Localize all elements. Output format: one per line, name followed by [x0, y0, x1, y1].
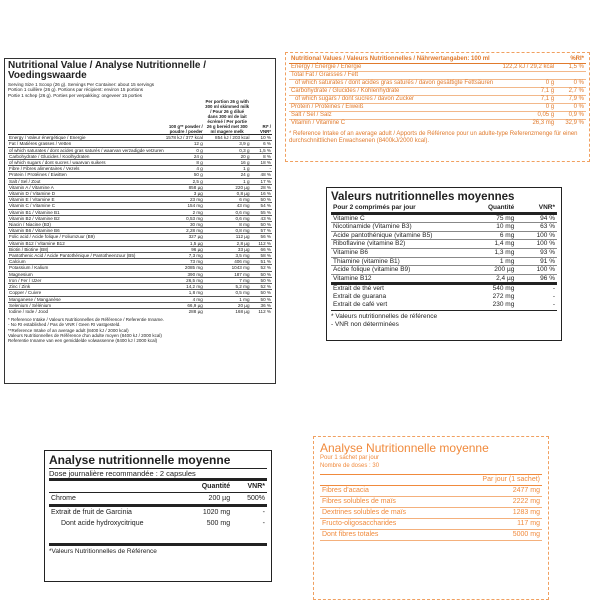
- nutrient-name: Energy / Valeur énergétique / Energie: [8, 135, 165, 141]
- extract-name: Extrait de thé vert: [331, 284, 471, 293]
- value-per-portion: 24 g: [204, 172, 251, 178]
- nutrition-table-protein-shake: [4, 58, 276, 384]
- ri-percent: 52 %: [251, 284, 272, 290]
- value-per-100g: 12 g: [165, 141, 204, 147]
- nutrient-name: Folic acid / Acide folique / Foliumzuur (B9): [8, 234, 165, 240]
- footnote: **Reference Intake of an average adult (8400 kJ / 2000 kcal): [8, 327, 129, 333]
- quantity: 1,4 mg: [471, 240, 516, 249]
- extract-rows: [331, 284, 557, 308]
- nutrient-name: Acide folique (vitamine B9): [331, 266, 471, 275]
- table-row: [331, 240, 557, 249]
- nutrient-name: Iodine / Iode / Jood: [8, 308, 165, 314]
- nutrition-rows: [8, 135, 272, 314]
- value-per-portion: 1 g: [204, 166, 251, 172]
- quantity: 2222 mg: [453, 497, 542, 508]
- value-per-100g: 858 µg: [165, 184, 204, 190]
- nutrient-name: Biotin / Biotine (B8): [8, 246, 165, 252]
- footnote: Referentie Inname van een gemiddelde volwassenne (8400 kJ / 2000 kcal): [8, 337, 158, 343]
- value-per-100g: 23 mg: [165, 197, 204, 203]
- quantity: 200 µg: [175, 493, 232, 506]
- ri-percent: 66 %: [251, 246, 272, 252]
- table-row: [289, 88, 586, 96]
- ri-percent: 1,5 %: [556, 64, 586, 72]
- nutrition-table: [331, 204, 557, 308]
- ri-percent: 51 %: [251, 259, 272, 265]
- nutrient-name: of which saturates / dont acides gras saturés / waarvan verzadigde vetzuren: [9, 147, 164, 153]
- quantity: 1 mg: [471, 257, 516, 266]
- reference-note: * Reference Intake of an average adult / Apports de Référence pour un adulte-type Referenzmenge für einen durchschnittlichen Erwachsenen (8400kJ/2000 kcal).: [289, 131, 578, 144]
- nutrition-table: [49, 481, 267, 529]
- ingredient-name: Dont fibres totales: [320, 530, 453, 541]
- vnr-percent: 500%: [232, 493, 267, 506]
- vnr-percent: 91 %: [516, 257, 557, 266]
- value-per-100g: 0,53 mg: [165, 215, 204, 221]
- table-row: [289, 64, 586, 72]
- ri-percent: 8 %: [251, 153, 272, 159]
- table-row: [289, 72, 586, 80]
- vnr-percent: -: [552, 300, 555, 308]
- nutrient-name: Vitamin B2 / Vitamine B2: [8, 215, 165, 221]
- vnr-percent: -: [516, 284, 557, 293]
- column-header: RI* / VNR*: [251, 99, 272, 135]
- table-row: [49, 506, 267, 519]
- nutrition-rows: [289, 64, 586, 128]
- ri-percent: 55 %: [251, 209, 272, 215]
- extract-name: Extrait de guarana: [333, 292, 387, 300]
- value-per-100g: 3 µg: [165, 191, 204, 197]
- value-per-portion: 20 g: [204, 153, 251, 159]
- vnr-percent: 63 %: [516, 223, 557, 232]
- nutrient-name: Nicotinamide (Vitamine B3): [331, 223, 471, 232]
- ri-percent: 54 %: [251, 203, 272, 209]
- nutrient-name: Riboflavine (vitamine B2): [331, 240, 471, 249]
- nutrient-name: Salt / Sel / Zout: [8, 178, 165, 184]
- table-row: [320, 530, 542, 541]
- ri-percent: 48 %: [251, 172, 272, 178]
- nutrient-name: Iron / Fer / IJzer: [8, 277, 165, 283]
- nutrient-name: Thiamine (vitamine B1): [331, 257, 471, 266]
- serving-line: Serving Size 1 Scoop (26 g). Servings Per Container: about 15 servings: [8, 82, 155, 87]
- value-per-100g: 2085 mg: [165, 265, 204, 271]
- column-header: Par jour (1 sachet): [453, 475, 542, 486]
- nutrient-name: Acide pantothénique (vitamine B5): [331, 231, 471, 240]
- footnote: *Valeurs Nutritionnelles de Référence: [49, 543, 267, 555]
- value-per-100g: 26,5 mg: [165, 277, 204, 283]
- value-per-portion: 7 mg: [204, 277, 251, 283]
- ri-percent: 10 %: [251, 135, 272, 141]
- ri-percent: 112 %: [251, 240, 272, 246]
- quantity: 6 mg: [471, 231, 516, 240]
- ingredient-name: Fructo-oligosaccharides: [320, 519, 453, 530]
- column-header: Per portion 26 g with 300 ml skimmed milk / Pour 26 g dilué dans 300 ml de lait écrémé / Per portie 26 g bereid met 300 ml magere melk: [205, 99, 250, 135]
- nutrient-name: Vitamin B6 / Vitamine B6: [8, 228, 165, 234]
- ri-percent: 6 %: [251, 141, 272, 147]
- ri-percent: 58 %: [251, 253, 272, 259]
- footnotes: [8, 317, 272, 343]
- value-per-100g: 288 µg: [165, 308, 204, 314]
- table-row: [49, 518, 267, 529]
- value-per-100g: 50 g: [165, 172, 204, 178]
- nutrient-name: Vitamin B12 / Vitamine B12: [8, 240, 165, 246]
- nutrition-table-sachet: [313, 436, 549, 600]
- value-per-100g: 2,5 g: [165, 178, 204, 184]
- vnr-percent: -: [552, 292, 555, 300]
- ri-percent: 32,9 %: [556, 120, 586, 128]
- panel-title: Valeurs nutritionnelles moyennes: [331, 191, 515, 203]
- value-per-100g: 8 g: [165, 160, 204, 166]
- column-header: VNR*: [232, 481, 267, 493]
- serving-info: [8, 82, 272, 98]
- value-per-portion: 2,8 µg: [204, 240, 251, 246]
- ri-percent: 50 %: [251, 271, 272, 277]
- value-per-portion: 112 µg: [204, 234, 251, 240]
- ingredient-name: Extrait de fruit de Garcinia: [51, 509, 132, 516]
- quantity: 230 mg: [492, 300, 515, 308]
- ri-percent: 2,7 %: [556, 88, 586, 96]
- value-per-100g: 14,2 mg: [165, 284, 204, 290]
- value-per-100g: 66,9 µg: [165, 302, 204, 308]
- ingredient-name: Dextrines solubles de maïs: [320, 508, 453, 519]
- value-per-portion: 3,9 g: [204, 141, 251, 147]
- quantity: 1,3 mg: [471, 248, 516, 257]
- panel-title: Nutritional Value / Analyse Nutritionnelle / Voedingswaarde: [8, 60, 206, 81]
- dose-count: Nombre de doses : 30: [320, 462, 380, 469]
- nutrient-name: Potassium / Kalium: [8, 265, 165, 271]
- table-row: [331, 274, 557, 284]
- quantity: 1283 mg: [453, 508, 542, 519]
- table-row: [320, 508, 542, 519]
- panel-title: Analyse nutritionnelle moyenne: [49, 454, 267, 469]
- value-per-portion: 168 µg: [204, 308, 251, 314]
- value-per-portion: 43 mg: [204, 203, 251, 209]
- table-row: [289, 112, 586, 120]
- table-row: [331, 231, 557, 240]
- value-per-100g: 154 mg: [165, 203, 204, 209]
- ingredient-name: Chrome: [49, 493, 175, 506]
- ri-percent: -: [251, 166, 272, 172]
- nutrient-name: of which saturates / dont acides gras saturés / davon gesättigte Fettsäuren: [289, 80, 495, 88]
- value-per-portion: 8 mg: [204, 222, 251, 228]
- value-per-portion: 1 mg: [204, 296, 251, 302]
- nutrient-name: Total Fat / Graisses / Fett: [289, 72, 495, 80]
- panel-subtitle: Pour 2 comprimés par jour: [331, 204, 471, 213]
- nutrition-rows: [49, 493, 267, 530]
- value-per-100g: 4 g: [165, 166, 204, 172]
- serving-line: Portion 1 cuillère (26 g). Portions par récipient: environ 15 portions: [8, 87, 144, 93]
- nutrient-name: Vitamine B6: [331, 248, 471, 257]
- nutrition-table-capsules: [44, 450, 272, 582]
- vnr-percent: 94 %: [540, 214, 555, 222]
- value-per-100ml: [495, 72, 556, 80]
- nutrition-rows: [331, 213, 557, 284]
- vnr-percent: -: [262, 509, 265, 516]
- quantity: 10 mg: [471, 223, 516, 232]
- value-per-100g: 4 mg: [165, 296, 204, 302]
- ri-percent: 17 %: [251, 178, 272, 184]
- value-per-portion: 16 g: [204, 160, 251, 166]
- value-per-100g: 73 mg: [165, 259, 204, 265]
- ri-percent: 43 %: [251, 215, 272, 221]
- nutrient-name: Manganese / Manganèse: [8, 296, 165, 302]
- vnr-percent: 96 %: [516, 274, 557, 284]
- table-row: [331, 223, 557, 232]
- value-per-100g: 2,28 mg: [165, 228, 204, 234]
- ri-percent: [556, 72, 586, 80]
- column-header: [495, 56, 556, 64]
- value-per-100g: 390 mg: [165, 271, 204, 277]
- value-per-100g: 7,3 mg: [165, 253, 204, 259]
- value-per-100ml: 122,2 kJ / 29,2 kcal: [495, 64, 556, 72]
- ri-percent: 16 %: [251, 191, 272, 197]
- table-row: [320, 497, 542, 508]
- ri-percent: 18 %: [251, 160, 272, 166]
- table-row: [331, 266, 557, 275]
- value-per-portion: 854 kJ / 203 kcal: [204, 135, 251, 141]
- value-per-100ml: 0 g: [495, 104, 556, 112]
- nutrient-name: Energy / Énergie / Energie: [289, 64, 495, 72]
- ingredient-name: Fibres solubles de maïs: [320, 497, 453, 508]
- value-per-portion: 0,6 mg: [204, 215, 251, 221]
- value-per-portion: 187 mg: [204, 271, 251, 277]
- value-per-100ml: 0 g: [495, 80, 556, 88]
- value-per-portion: 6 mg: [204, 197, 251, 203]
- value-per-100ml: 0,05 g: [495, 112, 556, 120]
- quantity: 5000 mg: [453, 530, 542, 541]
- value-per-100g: 1578 kJ / 377 kcal: [165, 135, 203, 141]
- footnote: - VNR non déterminées: [331, 320, 399, 328]
- value-per-100ml: 26,3 mg: [495, 120, 556, 128]
- value-per-100g: 30 mg: [165, 222, 204, 228]
- nutrition-table: [8, 99, 272, 314]
- extract-name: Extrait de café vert: [333, 300, 388, 308]
- table-row: [320, 486, 542, 497]
- value-per-100g: 1,8 mg: [165, 290, 204, 296]
- nutrition-table-beverage: [285, 52, 590, 162]
- value-per-portion: 406 mg: [204, 259, 251, 265]
- table-row: [331, 257, 557, 266]
- vnr-percent: 100 %: [516, 266, 557, 275]
- quantity: 117 mg: [453, 519, 542, 530]
- value-per-100g: 24 g: [165, 153, 204, 159]
- ri-percent: 57 %: [251, 228, 272, 234]
- ri-percent: 50 %: [251, 277, 272, 283]
- value-per-portion: 0,6 mg: [204, 209, 251, 215]
- value-per-100g: 2 mg: [165, 209, 204, 215]
- nutrient-name: Zinc / Zink: [8, 284, 165, 290]
- ri-percent: 28 %: [251, 184, 272, 190]
- table-row: [8, 308, 272, 314]
- panel-title: Analyse Nutritionnelle moyenne: [320, 441, 489, 455]
- ri-percent: 1,5 %: [251, 147, 272, 153]
- value-per-100g: 1,5 µg: [165, 240, 204, 246]
- table-row: [289, 80, 586, 88]
- nutrient-name: Calcium: [8, 259, 165, 265]
- table-row: [331, 301, 557, 309]
- nutrient-name: Vitamin B1 / Vitamine B1: [8, 209, 165, 215]
- ri-percent: 50 %: [251, 197, 272, 203]
- nutrient-name: Vitamin E / Vitamine E: [8, 197, 165, 203]
- ingredient-name: Fibres d'acacia: [320, 486, 453, 497]
- ri-percent: 50 %: [251, 296, 272, 302]
- quantity: 272 mg: [492, 292, 515, 300]
- value-per-100g: 96 µg: [165, 246, 204, 252]
- footnote: - No RI established / Pas de VNR / Geen RI vastgesteld.: [8, 322, 121, 328]
- nutrient-name: Fibre / Fibres alimentaires / Vezels: [8, 166, 165, 172]
- ri-percent: 50 %: [251, 222, 272, 228]
- value-per-100ml: 7,1 g: [495, 96, 556, 104]
- dose-line: Pour 1 sachet par jour: [320, 455, 380, 461]
- table-row: [331, 284, 557, 293]
- vnr-percent: 100 %: [516, 231, 557, 240]
- footnote: Valeurs Nutritionnelles de Référence d'un adulte moyen (8400 kJ / 2000 kcal): [8, 332, 162, 338]
- value-per-portion: 0,8 µg: [204, 191, 251, 197]
- ri-percent: 50 %: [251, 290, 272, 296]
- column-header: %RI*: [556, 56, 586, 64]
- column-header: Quantité: [471, 204, 516, 213]
- vnr-percent: -: [262, 520, 265, 527]
- value-per-100ml: 7,1 g: [495, 88, 556, 96]
- quantity: 500 mg: [206, 520, 231, 527]
- nutrient-name: Salt / Sel / Salz: [289, 112, 495, 120]
- ingredient-name: Dont acide hydroxycitrique: [61, 520, 144, 527]
- value-per-100g: 0 g: [165, 147, 204, 153]
- table-row: [331, 248, 557, 257]
- column-header: Nutritional Values / Valeurs Nutritionnelles / Nährwertangaben: 100 ml: [289, 56, 495, 64]
- value-per-portion: 0,8 mg: [204, 228, 251, 234]
- nutrient-name: Selenium / Sélénium: [8, 302, 165, 308]
- nutrient-name: Protein / Protéines / Eiwitten: [8, 172, 165, 178]
- nutrient-name: Carbohydrate / Glucides / Kohlenhydrate: [289, 88, 495, 96]
- column-header: Quantité: [175, 481, 232, 493]
- nutrient-name: Carbohydrate / Glucides / Koolhydraten: [8, 153, 165, 159]
- nutrient-name: Copper / Cuivre: [8, 290, 165, 296]
- ri-percent: 0,9 %: [556, 112, 586, 120]
- quantity: 1020 mg: [202, 509, 231, 516]
- ri-percent: 36 %: [251, 302, 272, 308]
- nutrient-name: Vitamin A / Vitamine A: [8, 184, 165, 190]
- quantity: 75 mg: [496, 214, 515, 222]
- nutrient-name: Vitamin D / Vitamine D: [8, 191, 165, 197]
- vnr-percent: 100 %: [516, 240, 557, 249]
- nutrition-rows: [320, 486, 542, 541]
- value-per-portion: 3,5 mg: [204, 253, 251, 259]
- ri-percent: 52 %: [251, 265, 272, 271]
- value-per-portion: 0,3 g: [204, 147, 251, 153]
- table-row: [49, 493, 267, 506]
- serving-line: Portie 1 schep (26 g). Porties per verpakking: ongeveer 15 porties: [8, 92, 143, 98]
- table-row: [289, 104, 586, 112]
- nutrition-table: [289, 56, 586, 127]
- nutrient-name: Fat / Matières grasses / Vetten: [8, 141, 165, 147]
- footnote: * Valeurs nutritionnelles de référence: [331, 313, 438, 321]
- nutrient-name: Vitamin / Vitamine C: [289, 120, 495, 128]
- value-per-portion: 33 µg: [204, 246, 251, 252]
- nutrient-name: Vitamine B12: [331, 274, 471, 284]
- panel-subtitle: Dose journalière recommandée : 2 capsules: [49, 469, 267, 481]
- nutrient-name: of which sugars / dont sucres / waarvan suikers: [8, 160, 165, 166]
- nutrient-name: Pantothenic Acid / Acide Pantothénique / Pantotheenzuur (B5): [8, 253, 165, 259]
- table-row: [289, 96, 586, 104]
- ri-percent: 112 %: [251, 308, 272, 314]
- footnotes: [331, 310, 557, 328]
- vnr-percent: 93 %: [516, 248, 557, 257]
- quantity: 2477 mg: [453, 486, 542, 497]
- nutrition-table-tablets: [326, 187, 562, 341]
- nutrient-name: Magnesium: [8, 271, 165, 277]
- nutrient-name: Niacin / Niacine (B3): [8, 222, 165, 228]
- table-row: [331, 213, 557, 223]
- nutrient-name: Vitamin C / Vitamine C: [8, 203, 165, 209]
- quantity: 540 mg: [471, 284, 516, 293]
- column-header: 100 g** powder / poudre / poeder: [165, 99, 204, 135]
- quantity: 200 µg: [471, 266, 516, 275]
- nutrition-table: [320, 474, 542, 541]
- value-per-portion: 0,5 mg: [204, 290, 251, 296]
- footnote: * Reference Intake / Valeurs Nutritionnelles de Référence / Referentie Inname.: [8, 317, 165, 323]
- value-per-portion: 1043 mg: [204, 265, 251, 271]
- table-row: [320, 519, 542, 530]
- value-per-portion: 5,2 mg: [204, 284, 251, 290]
- nutrient-name: Protein / Protéines / Eiweiß: [289, 104, 495, 112]
- table-row: [331, 293, 557, 301]
- ri-percent: 0 %: [556, 104, 586, 112]
- value-per-portion: 220 µg: [204, 184, 251, 190]
- value-per-portion: 20 µg: [204, 302, 251, 308]
- value-per-portion: 1 g: [204, 178, 251, 184]
- ri-percent: 56 %: [251, 234, 272, 240]
- column-header: VNR*: [516, 204, 557, 213]
- ri-percent: 0 %: [556, 80, 586, 88]
- ri-percent: 7,9 %: [556, 96, 586, 104]
- nutrient-name: Vitamine C: [333, 214, 365, 222]
- table-row: [289, 120, 586, 128]
- value-per-100g: 327 µg: [165, 234, 204, 240]
- quantity: 2,4 µg: [471, 274, 516, 284]
- nutrient-name: of which sugars / dont sucres / davon Zucker: [289, 96, 495, 104]
